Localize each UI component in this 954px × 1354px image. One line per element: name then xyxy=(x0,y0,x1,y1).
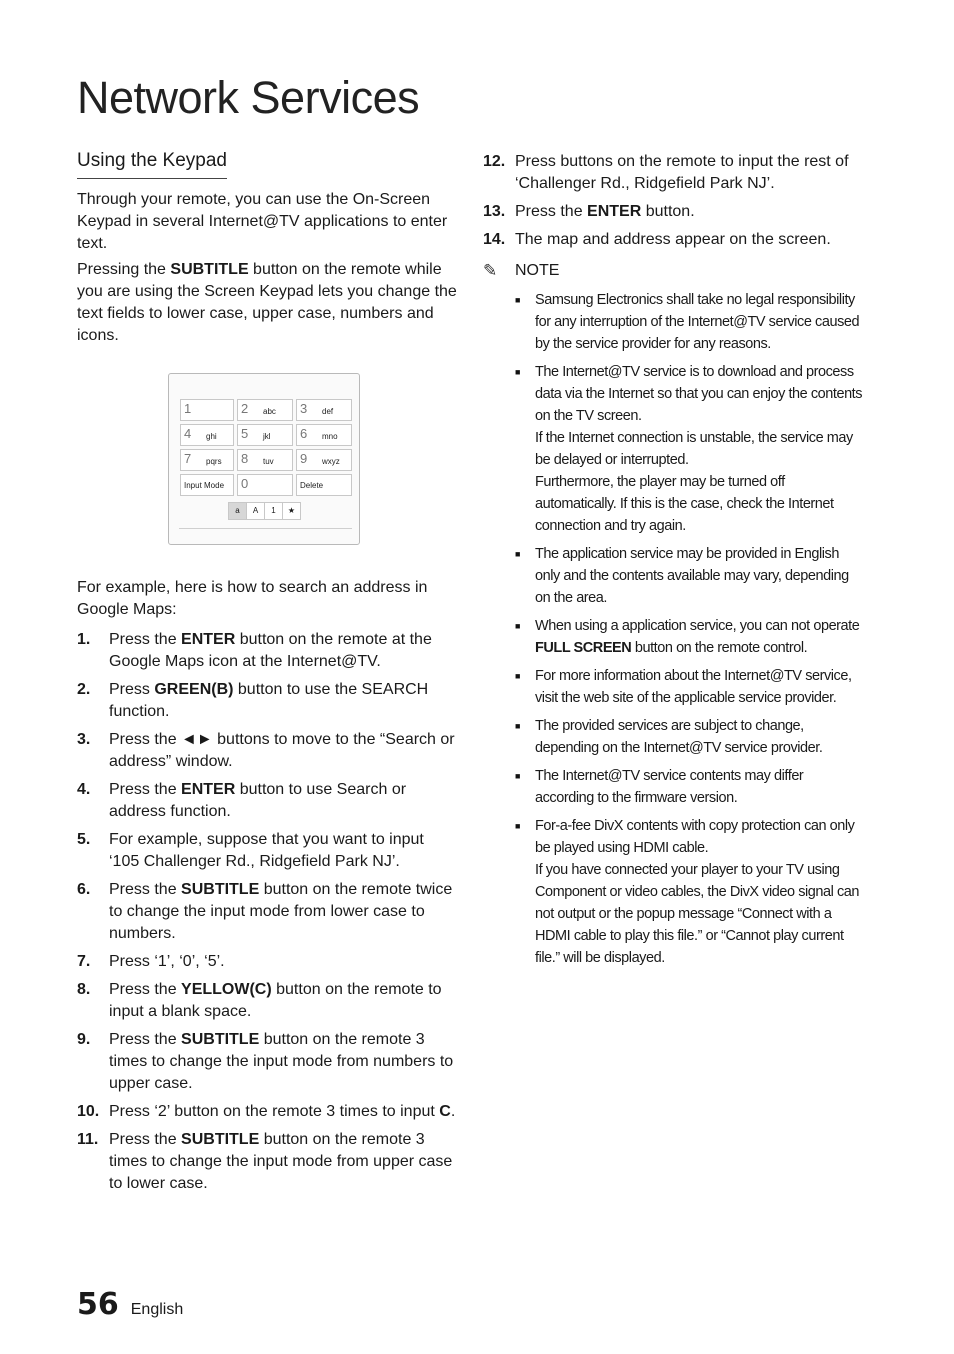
keypad-key xyxy=(237,399,293,421)
section-title: Using the Keypad xyxy=(77,150,227,179)
step-text: button. xyxy=(641,203,695,220)
left-column xyxy=(77,150,457,1201)
step-keyword: SUBTITLE xyxy=(181,1131,260,1148)
step-item xyxy=(77,879,457,945)
note-label: NOTE xyxy=(515,262,560,279)
step-number: 13. xyxy=(483,203,506,220)
square-bullet-icon: ■ xyxy=(515,295,520,305)
step-text: Press the ◄► buttons to move to the “Search or address” window. xyxy=(109,731,455,770)
step-number: 12. xyxy=(483,153,506,170)
keypad-key xyxy=(237,474,293,496)
keypad-panel xyxy=(179,396,352,529)
note-keyword: FULL SCREEN xyxy=(535,640,632,656)
key-number: 4 xyxy=(184,426,192,441)
step-text: Press the xyxy=(109,881,182,898)
step-text: Press xyxy=(109,681,155,698)
step-text: button on the remote 3 times to change the input mode from numbers to upper case. xyxy=(109,1031,454,1092)
keypad-key xyxy=(180,449,234,471)
key-number: 8 xyxy=(241,451,249,466)
step-number: 4. xyxy=(77,781,91,798)
square-bullet-icon: ■ xyxy=(515,549,520,559)
square-bullet-icon: ■ xyxy=(515,367,520,377)
page-footer xyxy=(77,1287,183,1322)
key-letters: tuv xyxy=(263,457,274,466)
steps-list-continued xyxy=(483,151,863,251)
key-letters: mno xyxy=(322,432,338,441)
step-number: 2. xyxy=(77,681,91,698)
keypad-key xyxy=(296,474,352,496)
key-label: Delete xyxy=(300,481,324,490)
page-number: 56 xyxy=(77,1287,119,1322)
step-text: Press the xyxy=(109,631,182,648)
key-letters: abc xyxy=(263,407,276,416)
keypad-key xyxy=(180,424,234,446)
step-keyword: ENTER xyxy=(181,631,236,648)
example-intro: For example, here is how to search an address in Google Maps: xyxy=(77,579,428,618)
key-number: 1 xyxy=(184,401,192,416)
note-text: button on the remote control. xyxy=(631,640,808,656)
step-number: 5. xyxy=(77,831,91,848)
key-number: 9 xyxy=(300,451,308,466)
step-text: Press buttons on the remote to input the rest of ‘Challenger Rd., Ridgefield Park NJ’. xyxy=(515,153,849,192)
step-keyword: ENTER xyxy=(181,781,236,798)
intro-paragraph-2 xyxy=(77,259,457,347)
step-item xyxy=(77,829,457,873)
step-keyword: SUBTITLE xyxy=(181,881,260,898)
note-text: When using a application service, you can not operate xyxy=(535,618,860,634)
note-item xyxy=(515,715,863,759)
keypad-key xyxy=(180,474,234,496)
keypad-key xyxy=(296,399,352,421)
step-number: 14. xyxy=(483,231,506,248)
keypad-grid xyxy=(180,399,352,496)
step-item xyxy=(77,951,457,973)
square-bullet-icon: ■ xyxy=(515,621,520,631)
step-number: 10. xyxy=(77,1103,100,1120)
step-text: Press ‘1’, ‘0’, ‘5’. xyxy=(109,953,225,970)
step-text: button on the remote twice to change the input mode from lower case to numbers. xyxy=(109,881,453,942)
note-heading xyxy=(483,261,863,281)
step-number: 9. xyxy=(77,1031,91,1048)
subtitle-keyword: SUBTITLE xyxy=(170,261,249,278)
step-number: 7. xyxy=(77,953,91,970)
key-number: 6 xyxy=(300,426,308,441)
step-number: 11. xyxy=(77,1131,99,1148)
step-text: Press the xyxy=(515,203,588,220)
input-mode-option: a xyxy=(228,502,247,520)
note-item xyxy=(515,615,863,659)
step-keyword: ENTER xyxy=(587,203,642,220)
step-text: Press the xyxy=(109,1131,182,1148)
key-letters: pqrs xyxy=(206,457,222,466)
keypad-key xyxy=(180,399,234,421)
key-letters: ghi xyxy=(206,432,217,441)
step-item xyxy=(483,151,863,195)
pencil-note-icon: ✎ xyxy=(483,261,498,280)
note-line: For-a-fee DivX contents with copy protection can only be played using HDMI cable. xyxy=(535,818,855,856)
note-line: Samsung Electronics shall take no legal responsibility for any interruption of the Internet@TV service caused by the service provider for any reasons. xyxy=(535,292,860,352)
intro-text: button on the remote while you are using the Screen Keypad lets you change the text fields to lower case, upper case, numbers and icons. xyxy=(77,261,457,344)
key-letters: wxyz xyxy=(322,457,340,466)
square-bullet-icon: ■ xyxy=(515,771,520,781)
input-mode-option: ★ xyxy=(282,502,301,520)
input-mode-option: A xyxy=(246,502,265,520)
note-line: The Internet@TV service is to download and process data via the Internet so that you can enjoy the contents on the TV screen. xyxy=(535,364,863,424)
step-item xyxy=(77,979,457,1023)
step-text: button on the remote at the Google Maps icon at the Internet@TV. xyxy=(109,631,432,670)
step-text: button on the remote to input a blank space. xyxy=(109,981,442,1020)
step-text: Press the xyxy=(109,981,182,998)
step-text: Press the xyxy=(109,781,182,798)
right-column xyxy=(483,151,863,975)
input-mode-bar xyxy=(229,502,301,520)
key-letters: def xyxy=(322,407,334,416)
square-bullet-icon: ■ xyxy=(515,821,520,831)
input-mode-option: 1 xyxy=(264,502,283,520)
key-label: Input Mode xyxy=(184,481,225,490)
key-number: 3 xyxy=(300,401,308,416)
step-item xyxy=(77,1129,457,1195)
key-number: 2 xyxy=(241,401,249,416)
step-item xyxy=(77,1101,457,1123)
square-bullet-icon: ■ xyxy=(515,671,520,681)
on-screen-keypad-illustration xyxy=(168,373,360,545)
steps-list xyxy=(77,629,457,1195)
step-keyword: SUBTITLE xyxy=(181,1031,260,1048)
step-item xyxy=(77,629,457,673)
note-line: If you have connected your player to your TV using Component or video cables, the DivX video signal can not output or the popup message “Connect with a HDMI cable to play this file.” or “Cannot play current file.” will be displayed. xyxy=(535,862,859,966)
step-number: 3. xyxy=(77,731,91,748)
step-item xyxy=(77,1029,457,1095)
step-text: . xyxy=(450,1103,456,1120)
key-number: 7 xyxy=(184,451,192,466)
step-text: Press the xyxy=(109,1031,182,1048)
note-item xyxy=(515,543,863,609)
intro-text: Pressing the xyxy=(77,261,171,278)
step-item xyxy=(483,229,863,251)
key-number: 5 xyxy=(241,426,249,441)
step-text: button on the remote 3 times to change the input mode from upper case to lower case. xyxy=(109,1131,453,1192)
note-line: If the Internet connection is unstable, the service may be delayed or interrupted. xyxy=(535,430,853,468)
step-number: 1. xyxy=(77,631,91,648)
note-item xyxy=(515,665,863,709)
step-keyword: C xyxy=(439,1103,451,1120)
step-number: 6. xyxy=(77,881,91,898)
step-text: Press ‘2’ button on the remote 3 times to input xyxy=(109,1103,440,1120)
step-keyword: GREEN(B) xyxy=(154,681,234,698)
intro-paragraph-1: Through your remote, you can use the On-Screen Keypad in several Internet@TV applications to enter text. xyxy=(77,191,448,252)
note-line xyxy=(535,615,863,659)
step-text: The map and address appear on the screen. xyxy=(515,231,831,248)
language-label: English xyxy=(130,1301,184,1318)
step-text: button to use the SEARCH function. xyxy=(109,681,429,720)
step-text: For example, suppose that you want to input ‘105 Challenger Rd., Ridgefield Park NJ’. xyxy=(109,831,424,870)
key-letters: jkl xyxy=(263,432,271,441)
step-number: 8. xyxy=(77,981,91,998)
keypad-key xyxy=(237,424,293,446)
notes-list xyxy=(483,289,863,969)
keypad-key xyxy=(237,449,293,471)
step-keyword: YELLOW(C) xyxy=(181,981,272,998)
note-item xyxy=(515,289,863,355)
note-line: Furthermore, the player may be turned off automatically. If this is the case, check the Internet connection and try again. xyxy=(535,474,834,534)
keypad-key xyxy=(296,424,352,446)
step-item xyxy=(77,779,457,823)
step-item xyxy=(77,679,457,723)
note-line: The application service may be provided in English only and the contents available may vary, depending on the area. xyxy=(535,546,849,606)
note-line: The provided services are subject to change, depending on the Internet@TV service provider. xyxy=(535,718,823,756)
note-item xyxy=(515,765,863,809)
note-line: For more information about the Internet@TV service, visit the web site of the applicable service provider. xyxy=(535,668,852,706)
note-item xyxy=(515,361,863,537)
square-bullet-icon: ■ xyxy=(515,721,520,731)
step-item xyxy=(483,201,863,223)
note-line: The Internet@TV service contents may differ according to the firmware version. xyxy=(535,768,804,806)
key-number: 0 xyxy=(241,476,249,491)
step-text: button to use Search or address function. xyxy=(109,781,407,820)
step-item xyxy=(77,729,457,773)
note-item xyxy=(515,815,863,969)
page-title: Network Services xyxy=(77,72,420,123)
keypad-key xyxy=(296,449,352,471)
